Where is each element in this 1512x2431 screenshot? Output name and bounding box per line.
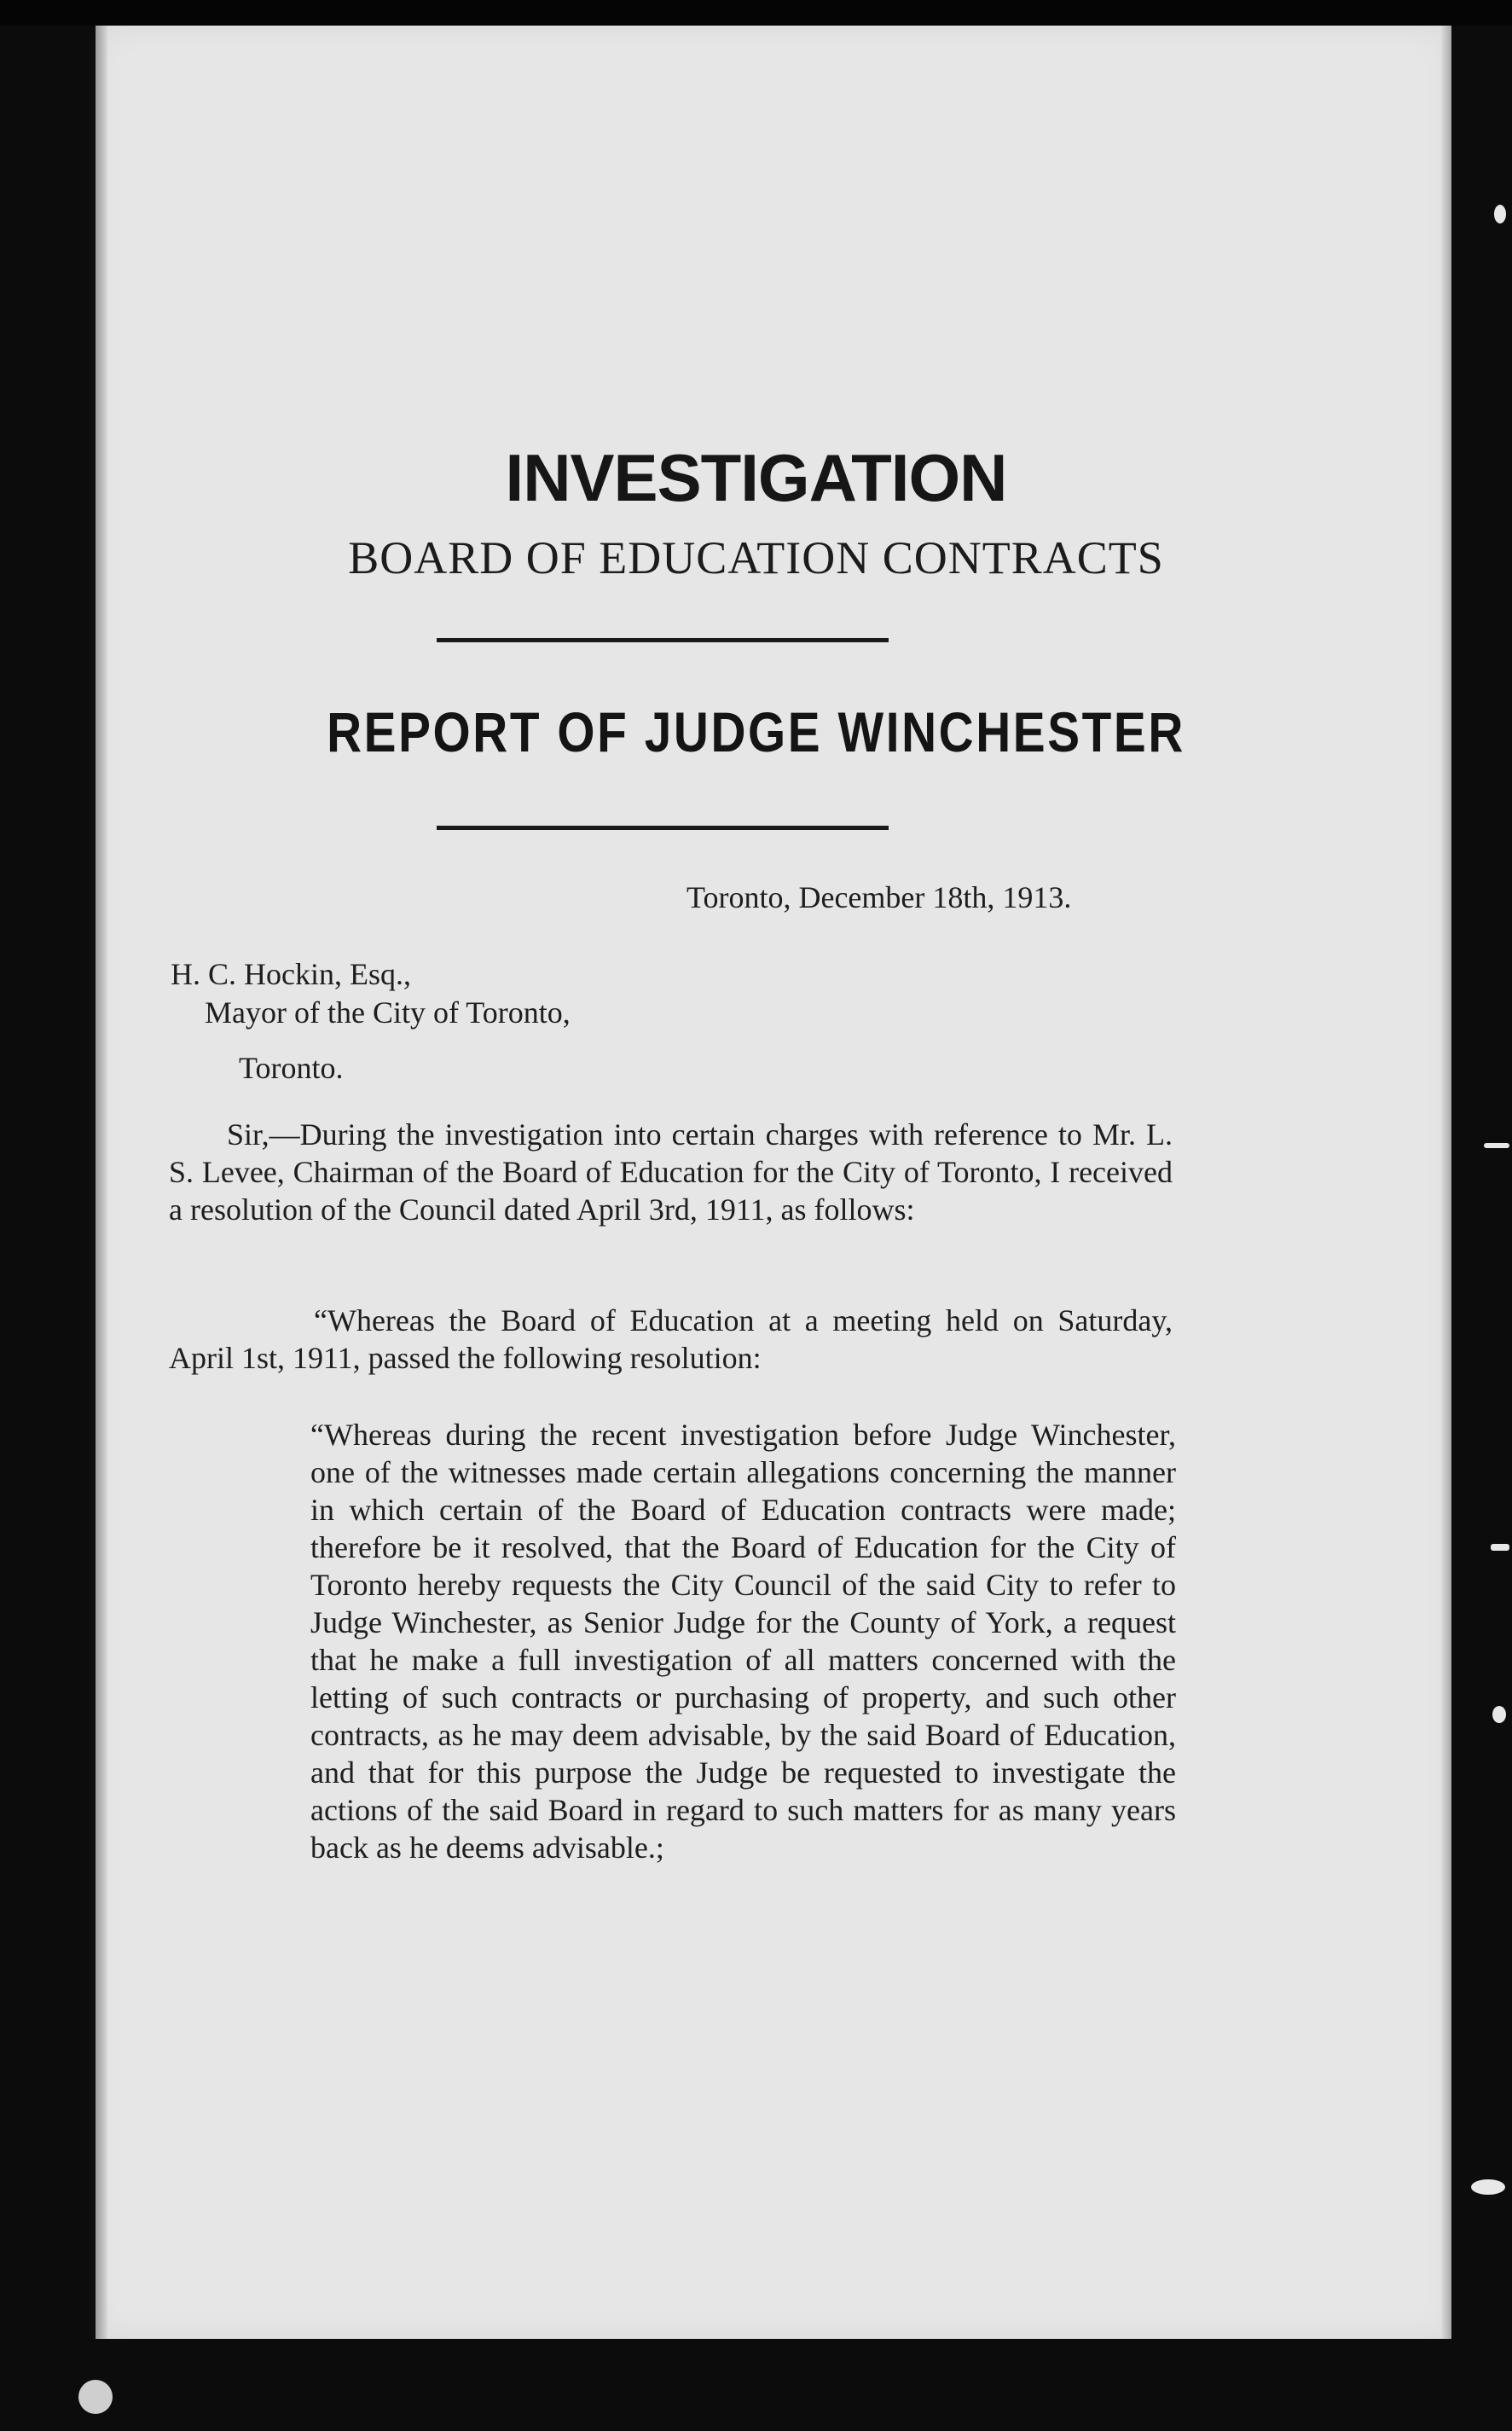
report-title: REPORT OF JUDGE WINCHESTER: [327, 700, 1185, 763]
dateline: Toronto, December 18th, 1913.: [686, 880, 1072, 914]
addressee-city: Toronto.: [239, 1051, 344, 1085]
scan-speck: [1491, 1544, 1509, 1551]
addressee-name: H. C. Hockin, Esq.,: [171, 957, 411, 991]
horizontal-rule: [437, 826, 889, 830]
page-binding-edge: [96, 26, 107, 2339]
paragraph-quoted-resolution: “Whereas during the recent investigation before Judge Winchester, one of the witnesses made certain allegations concerning the manner in which certain of the Board of Education contracts were made; therefore be it resolved, that the Board of Education for the City of Toronto hereby requests the City Council of the said City to refer to Judge Winchester, as Senior Judge for the County of York, a request that he make a full investigation of all matters concerned with the letting of such contracts or purchasing of property, and such other contracts, as he may deem advisable, by the said Board of Education, and that for this purpose the Judge be requested to investigate the actions of the said Board in regard to such matters for as many years back as he deems advisable.;: [310, 1418, 1176, 1865]
document-title: INVESTIGATION: [505, 440, 1007, 515]
scan-speck: [1471, 2179, 1505, 2195]
document-subtitle: BOARD OF EDUCATION CONTRACTS: [348, 532, 1164, 583]
scan-speck: [1484, 1143, 1509, 1148]
paragraph-salutation: Sir,—During the investigation into certain charges with reference to Mr. L. S. Levee, Chairman of the Board of Education for the City of Toronto, I received a resolution of the Council dated April 3rd, 1911, as follows:: [169, 1117, 1173, 1227]
addressee-title: Mayor of the City of Toronto,: [205, 995, 571, 1030]
scan-speck: [1494, 205, 1506, 223]
page-outer-edge: [1441, 26, 1451, 2339]
scan-speck: [1492, 1706, 1506, 1723]
paragraph-board-resolution: “Whereas the Board of Education at a meeting held on Saturday, April 1st, 1911, passed the following resolution:: [169, 1303, 1173, 1375]
scan-speck: [78, 2380, 113, 2414]
scan-border-top: [0, 0, 1512, 26]
horizontal-rule: [437, 638, 889, 642]
